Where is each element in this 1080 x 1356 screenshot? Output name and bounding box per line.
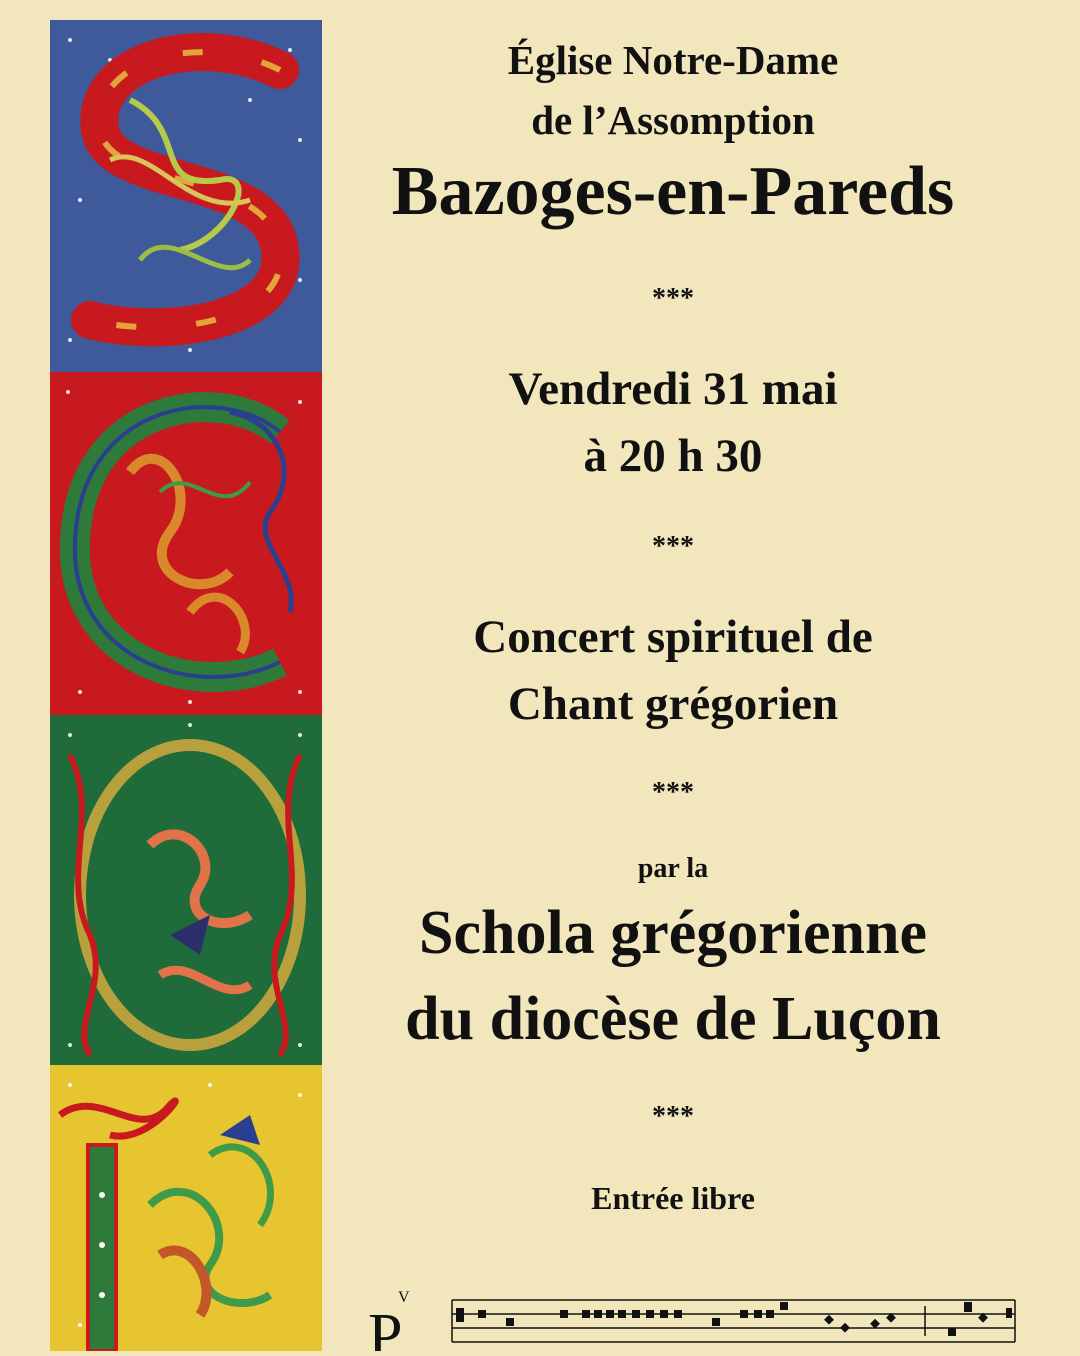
performer-intro: par la xyxy=(637,853,709,884)
score-mode-mark: V xyxy=(398,1289,410,1306)
illuminated-letter-s xyxy=(50,20,322,372)
admission-text: Entrée libre xyxy=(591,1180,755,1216)
illuminated-letters-strip xyxy=(50,20,322,1351)
gregorian-score-excerpt xyxy=(360,1284,1020,1351)
performer-name xyxy=(340,890,1006,1062)
concert-title-line1: Concert spirituel de xyxy=(473,611,873,663)
separator-4: *** xyxy=(652,1101,694,1132)
church-name-line2: de l’Assomption xyxy=(531,97,815,143)
performer-name-line1: Schola grégorienne xyxy=(419,899,927,967)
illuminated-letter-l xyxy=(50,1065,322,1351)
separator-2: *** xyxy=(652,531,694,562)
performer-name-line2: du diocèse de Luçon xyxy=(405,985,941,1053)
event-date-line1: Vendredi 31 mai xyxy=(508,363,838,415)
church-name-line1: Église Notre-Dame xyxy=(507,37,839,83)
separator-1: *** xyxy=(652,283,694,314)
concert-title-line2: Chant grégorien xyxy=(507,678,839,730)
separator-3: *** xyxy=(652,777,694,808)
score-initial: P xyxy=(368,1302,403,1351)
illuminated-letter-g xyxy=(50,715,322,1065)
event-date xyxy=(340,356,1006,490)
concert-title xyxy=(340,604,1006,738)
church-name xyxy=(340,30,1006,150)
event-time-line: à 20 h 30 xyxy=(583,430,763,482)
town-title: Bazoges-en-Pareds xyxy=(391,153,955,230)
illuminated-letter-c xyxy=(50,372,322,715)
